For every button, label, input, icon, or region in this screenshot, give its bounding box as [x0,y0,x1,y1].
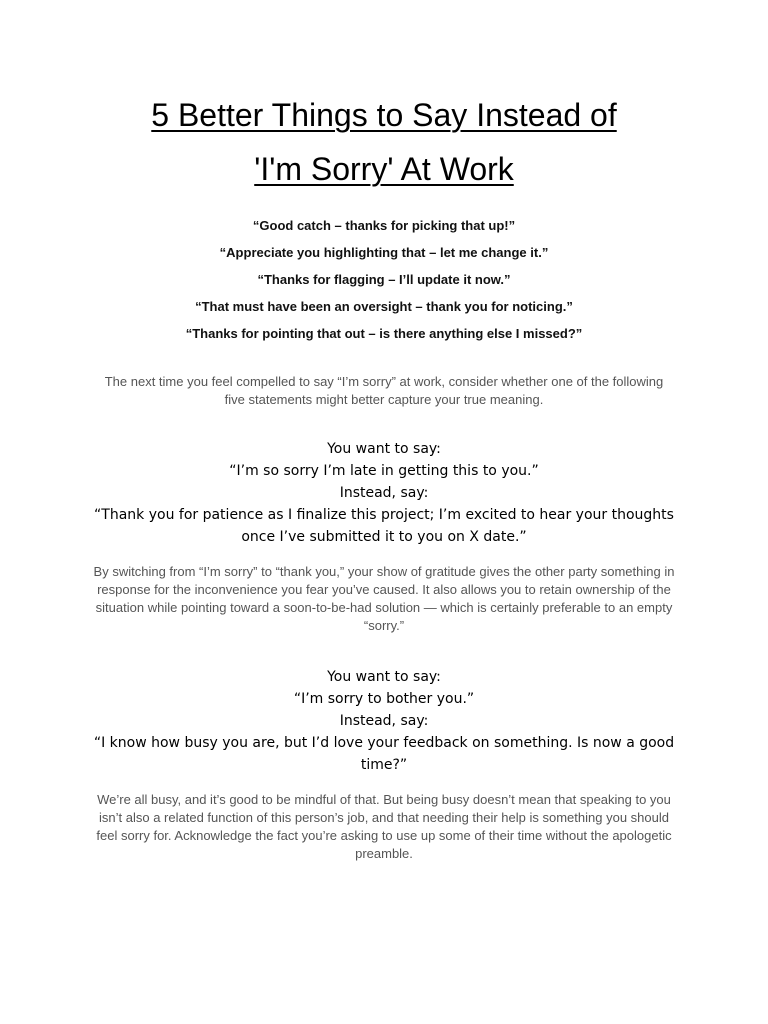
page-title [88,88,680,196]
instead-label: Instead, say: [339,485,429,501]
section-1 [88,438,680,548]
title-line-1: 5 Better Things to Say Instead of [151,97,617,133]
instead-text: “Thank you for patience as I finalize this project; I’m excited to hear your thoughts once I’ve submitted it to you on X date.” [94,507,674,545]
quote-item: “Thanks for pointing that out – is there anything else I missed?” [185,326,583,341]
title-line-2: 'I'm Sorry' At Work [254,151,514,187]
want-text: “I’m so sorry I’m late in getting this to you.” [229,463,539,479]
quote-list [88,218,680,342]
quote-item: “Thanks for flagging – I’ll update it now.” [257,272,511,287]
quote-item: “That must have been an oversight – thank you for noticing.” [195,299,573,314]
section-2 [88,666,680,776]
want-label: You want to say: [327,669,441,685]
quote-item: “Good catch – thanks for picking that up!” [252,218,516,233]
instead-text: “I know how busy you are, but I’d love your feedback on something. Is now a good time?” [93,735,675,773]
want-text: “I’m sorry to bother you.” [293,691,475,707]
instead-label: Instead, say: [339,713,429,729]
quote-item: “Appreciate you highlighting that – let me change it.” [219,245,549,260]
intro-paragraph: The next time you feel compelled to say “I’m sorry” at work, consider whether one of the following five statements might better capture your true meaning. [104,374,664,407]
want-label: You want to say: [327,441,441,457]
section-2-explanation: We’re all busy, and it’s good to be mindful of that. But being busy doesn’t mean that speaking to you isn’t also a related function of this person’s job, and that needing their help is something you should feel sorry for. Acknowledge the fact you’re asking to use up some of their time without the apologetic preamble. [96,792,672,861]
section-1-explanation: By switching from “I’m sorry” to “thank you,” your show of gratitude gives the other party something in response for the inconvenience you fear you’ve caused. It also allows you to retain ownership of the situation while pointing toward a soon-to-be-had solution — which is certainly preferable to an empty “sorry.” [93,564,675,633]
